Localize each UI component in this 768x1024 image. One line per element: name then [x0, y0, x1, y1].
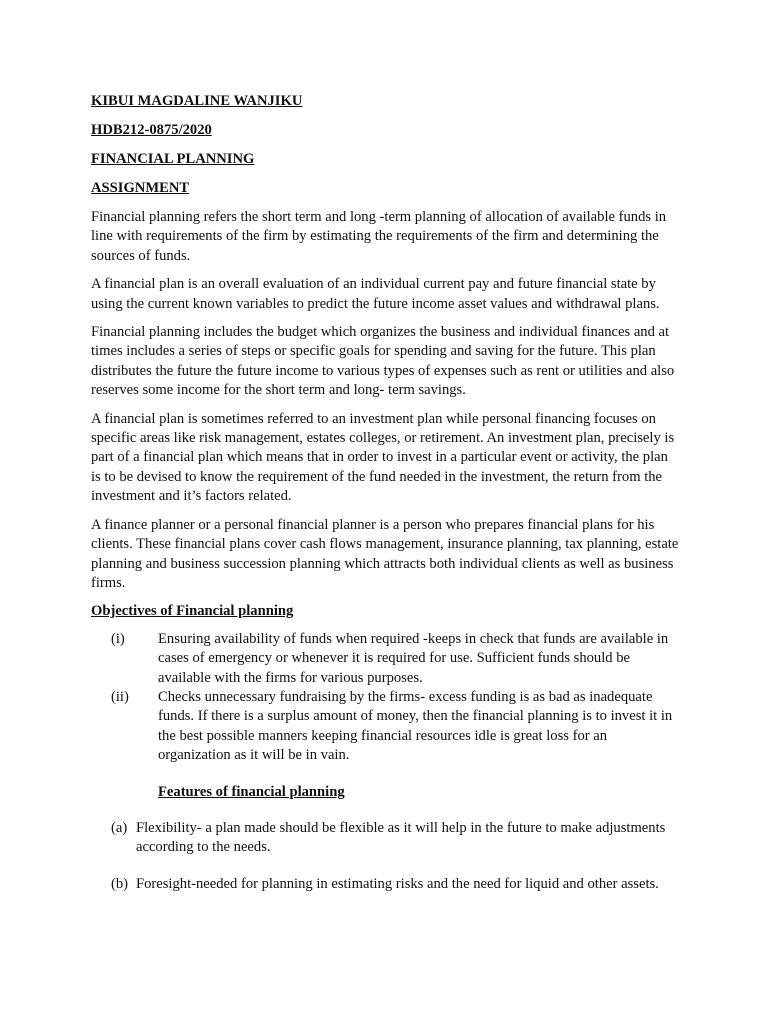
- list-item-text: Foresight-needed for planning in estimating risks and the need for liquid and other assets.: [136, 875, 659, 892]
- list-marker: (a): [111, 819, 128, 836]
- paragraph-financial-planner: A finance planner or a personal financial planner is a person who prepares financial plans for his clients. These financial plans cover cash flows management, insurance planning, tax planning, estate planning and business succession planning which attracts both individual clients as well as business firms.: [91, 516, 679, 591]
- list-marker: (b): [111, 875, 129, 892]
- list-item-text: Checks unnecessary fundraising by the firms- excess funding is as bad as inadequate funds. If there is a surplus amount of money, then the financial planning is to invest it in the best possible manners keeping financial resources idle is great loss for an organization as it will be in vain.: [158, 688, 673, 764]
- paragraph-investment-plan: A financial plan is sometimes referred to an investment plan while personal financing focuses on specific areas like risk management, estates colleges, or retirement. An investment plan, precisely is part of a financial plan which means that in order to invest in a particular event or activity, the plan is to be devised to know the requirement of the fund needed in the investment, the return from the investment and it’s factors related.: [91, 410, 675, 505]
- course-title: FINANCIAL PLANNING: [91, 151, 255, 167]
- assignment-title: ASSIGNMENT: [91, 180, 190, 196]
- list-item-text: Ensuring availability of funds when required -keeps in check that funds are available in cases of emergency or whenever it is required for use. Sufficient funds should be available with the firms for various purposes.: [158, 630, 669, 686]
- list-item: [111, 819, 679, 858]
- registration-number: HDB212-0875/2020: [91, 122, 212, 138]
- list-item-text: Flexibility- a plan made should be flexible as it will help in the future to make adjustments according to the needs.: [136, 819, 666, 856]
- list-item: [111, 630, 679, 688]
- list-marker: (i): [111, 630, 125, 647]
- paragraph-budget: Financial planning includes the budget which organizes the business and individual finances and at times includes a series of steps or specific goals for spending and saving for the future. This plan distributes the future the future income to various types of expenses such as rent or utilities and also reserves some income for the short term and long- term savings.: [91, 324, 675, 399]
- paragraph-definition: Financial planning refers the short term and long -term planning of allocation of available funds in line with requirements of the firm by estimating the requirements of the firm and determining the sources of funds.: [91, 209, 667, 264]
- list-item: [111, 875, 679, 894]
- document-page: [91, 92, 679, 911]
- author-name: KIBUI MAGDALINE WANJIKU: [91, 93, 303, 109]
- list-item: [111, 688, 679, 766]
- objectives-heading: Objectives of Financial planning: [91, 603, 294, 620]
- list-marker: (ii): [111, 688, 129, 705]
- features-heading: Features of financial planning: [158, 783, 345, 800]
- objectives-list: [91, 630, 679, 766]
- paragraph-financial-plan: A financial plan is an overall evaluation of an individual current pay and future financial state by using the current known variables to predict the future income asset values and withdrawal plans.: [91, 276, 660, 312]
